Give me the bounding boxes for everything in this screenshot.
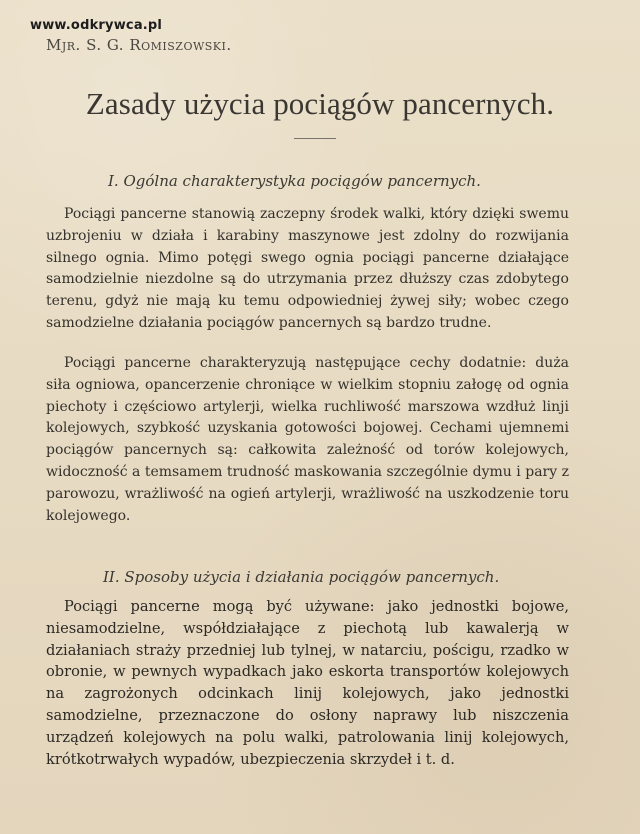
section-heading-1: I. Ogólna charakterystyka pociągów pancernych. <box>108 172 481 190</box>
section-heading-2: II. Sposoby użycia i działania pociągów pancernych. <box>103 568 500 586</box>
section-1-paragraph-1-text: Pociągi pancerne stanowią zaczepny środek walki, który dzięki swemu uzbrojeniu w działa i karabiny maszynowe jest zdolny do rozwijania silnego ognia. Mimo potęgi swego ognia pociągi pancerne działające samodzielnie niezdolne są do utrzymania przez dłuższy czas zdobytego terenu, gdyż nie mają ku temu odpowiedniej żywej siły; wobec czego samodzielne działania pociągów pancernych są bardzo trudne. <box>46 206 569 331</box>
section-1-paragraph-2-text: Pociągi pancerne charakteryzują następujące cechy dodatnie: duża siła ogniowa, opancerzenie chroniące w wielkim stopniu załogę od ognia piechoty i częściowo artylerji, wielka ruchliwość marszowa wzdłuż linji kolejowych, szybkość uzyskania gotowości bojowej. Cechami ujemnemi pociągów pancernych są: całkowita zależność od torów kolejowych, widoczność a temsamem trudność maskowania szczególnie dymu i pary z parowozu, wrażliwość na ogień artylerji, wrażliwość na uszkodzenie toru kolejowego. <box>46 355 569 524</box>
section-1-paragraph-1 <box>46 204 569 335</box>
watermark-text: www.odkrywca.pl <box>30 18 163 33</box>
author-name: Mjr. S. G. Romiszowski. <box>46 36 232 54</box>
title-divider <box>294 138 336 139</box>
section-2-paragraph-1 <box>46 596 569 770</box>
section-2-paragraph-1-text: Pociągi pancerne mogą być używane: jako jednostki bojowe, niesamodzielne, współdziałające z piechotą lub kawalerją w działaniach straży przedniej lub tylnej, w natarciu, pościgu, rzadko w obronie, w pewnych wypadkach jako eskorta transportów kolejowych na zagrożonych odcinkach linij kolejowych, jako jednostki samodzielne, przeznaczone do osłony naprawy lub niszczenia urządzeń kolejowych na polu walki, patrolowania linij kolejowych, krótkotrwałych wypadów, ubezpieczenia skrzydeł i t. d. <box>46 598 569 768</box>
document-title: Zasady użycia pociągów pancernych. <box>85 86 555 121</box>
section-1-paragraph-2 <box>46 353 569 527</box>
